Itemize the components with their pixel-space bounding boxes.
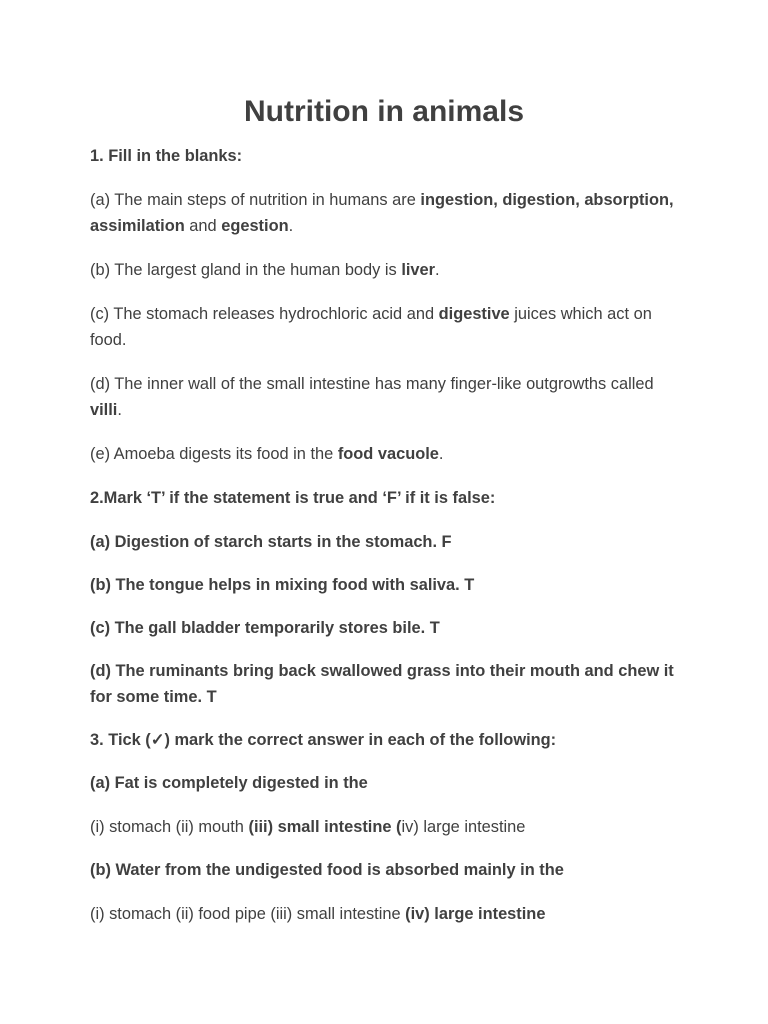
q1-e-text-1: (e) Amoeba digests its food in the: [90, 445, 338, 463]
q2-heading: 2.Mark ‘T’ if the statement is true and ‘F’ if it is false:: [90, 489, 496, 507]
q1-a-text-1: (a) The main steps of nutrition in humans are: [90, 191, 421, 209]
q1-e-text-2: .: [438, 445, 444, 463]
q1-heading: 1. Fill in the blanks:: [90, 147, 243, 165]
q3-question-b: (b) Water from the undigested food is absorbed mainly in the: [90, 861, 564, 879]
q2-item-a: (a) Digestion of starch starts in the stomach. F: [90, 533, 452, 551]
q3-a-options-text-2: iv) large intestine: [401, 818, 526, 836]
q3-heading: 3. Tick (✓) mark the correct answer in each of the following:: [90, 731, 557, 749]
q1-a-answer-2: egestion: [221, 217, 289, 235]
q1-d-text-2: .: [117, 401, 122, 419]
q1-item-b: [90, 257, 678, 283]
q1-item-c: [90, 301, 678, 353]
q1-item-a: [90, 187, 678, 239]
q1-d-text-1: (d) The inner wall of the small intestine has many finger-like outgrowths called: [90, 375, 654, 393]
q3-a-options-text-1: (i) stomach (ii) mouth: [90, 818, 249, 836]
q1-b-answer-1: liver: [401, 261, 436, 279]
q1-a-text-2: and: [184, 217, 222, 235]
q1-b-text-1: (b) The largest gland in the human body is: [90, 261, 402, 279]
q1-a-text-3: .: [288, 217, 294, 235]
q1-b-text-2: .: [435, 261, 440, 279]
q1-d-answer-1: villi: [90, 401, 118, 419]
q1-a-answer-1: ingestion, digestion, absorption, assimilation: [90, 191, 674, 235]
q1-c-answer-1: digestive: [438, 305, 510, 323]
q3-options-a: [90, 814, 678, 840]
q3-options-b: [90, 901, 678, 927]
page-title: Nutrition in animals: [243, 95, 525, 128]
q1-item-e: [90, 441, 678, 467]
q2-item-d: (d) The ruminants bring back swallowed grass into their mouth and chew it for some time. T: [90, 662, 674, 706]
q1-c-text-2: juices which act on food.: [90, 305, 652, 349]
q3-question-a: (a) Fat is completely digested in the: [90, 774, 368, 792]
q2-item-c: (c) The gall bladder temporarily stores bile. T: [90, 619, 440, 637]
q3-b-correct-option: (iv) large intestine: [405, 905, 546, 923]
q1-e-answer-1: food vacuole: [337, 445, 439, 463]
q3-b-options-text-1: (i) stomach (ii) food pipe (iii) small intestine: [90, 905, 406, 923]
q3-a-correct-option: (iii) small intestine (: [248, 818, 402, 836]
q2-item-b: (b) The tongue helps in mixing food with saliva. T: [90, 576, 475, 594]
q1-c-text-1: (c) The stomach releases hydrochloric acid and: [90, 305, 439, 323]
q1-item-d: [90, 371, 678, 423]
